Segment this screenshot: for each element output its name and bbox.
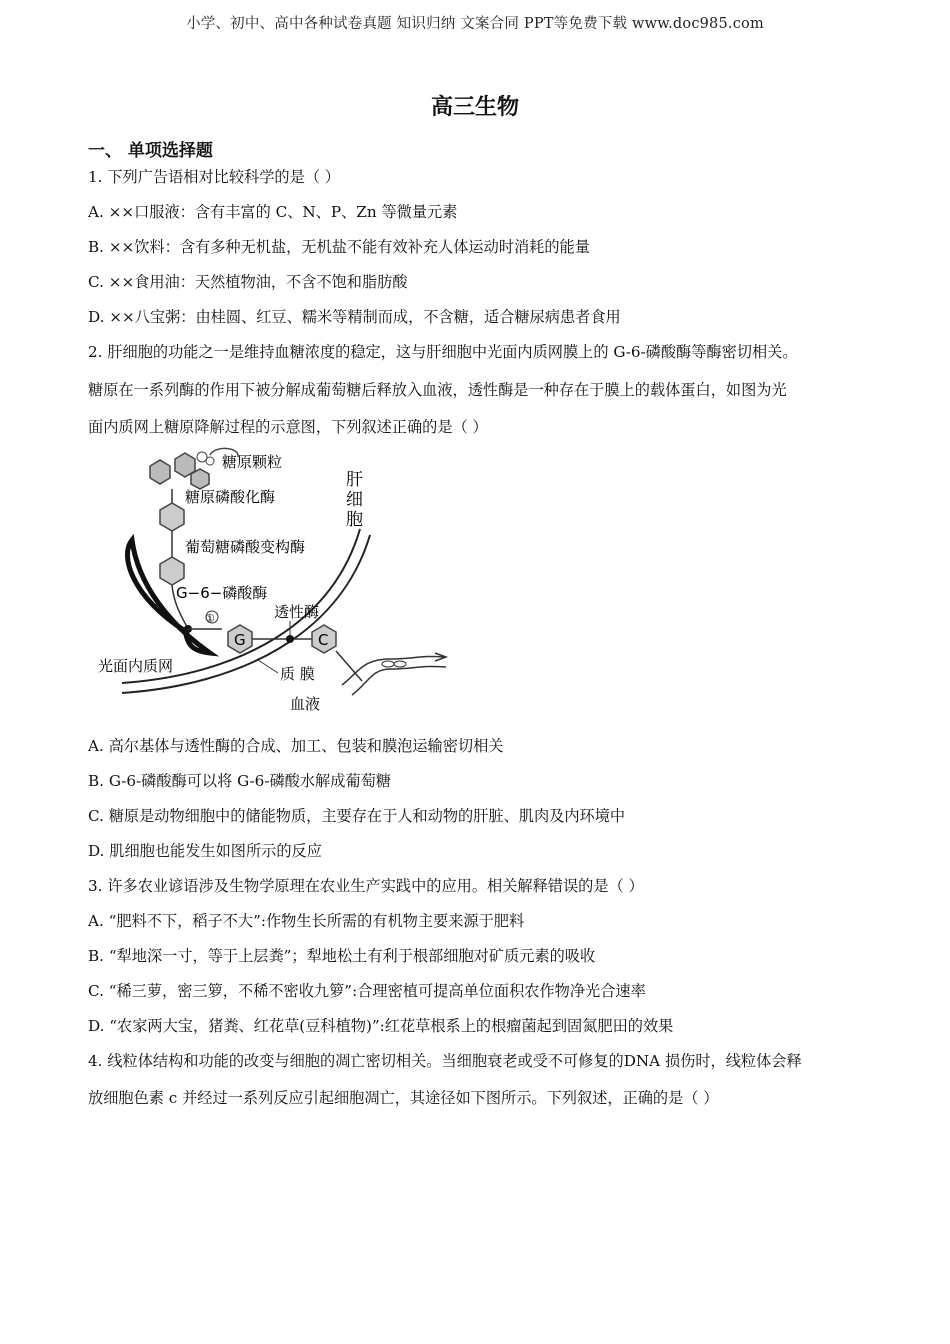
label-liver-2: 细 [346, 490, 363, 510]
q3-option-a: A. “肥料不下，稻子不大”:作物生长所需的有机物主要来源于肥料 [88, 912, 525, 930]
label-glycogen: 糖原颗粒 [222, 453, 283, 471]
label-mutase: 葡萄糖磷酸变构酶 [185, 538, 306, 556]
label-permease: 透性酶 [274, 603, 320, 621]
label-liver-1: 肝 [346, 470, 363, 490]
q1-option-d: D. ××八宝粥：由桂圆、红豆、糯米等精制而成，不含糖，适合糖尿病患者食用 [88, 308, 621, 326]
q4-stem-line-1: 4. 线粒体结构和功能的改变与细胞的凋亡密切相关。当细胞衰老或受不可修复的DNA 损伤时，线粒体会释 [88, 1052, 802, 1070]
q2-option-a: A. 高尔基体与透性酶的合成、加工、包装和膜泡运输密切相关 [88, 737, 504, 755]
q3-option-b: B. “犁地深一寸，等于上层粪”；犁地松土有利于根部细胞对矿质元素的吸收 [88, 947, 596, 965]
label-blood: 血液 [290, 695, 321, 713]
permease-marker [286, 635, 294, 643]
q2-option-d: D. 肌细胞也能发生如图所示的反应 [88, 842, 322, 860]
q2-option-c: C. 糖原是动物细胞中的储能物质，主要存在于人和动物的肝脏、肌肉及内环境中 [88, 807, 626, 825]
q2-option-b: B. G-6-磷酸酶可以将 G-6-磷酸水解成葡萄糖 [88, 772, 391, 790]
label-plasma-membrane: 质 膜 [280, 665, 315, 683]
page-title: 高三生物 [430, 94, 519, 120]
glycogen-degradation-diagram [90, 445, 460, 717]
q3-stem: 3. 许多农业谚语涉及生物学原理在农业生产实践中的应用。相关解释错误的是（ ） [88, 877, 644, 895]
section-heading: 一、 单项选择题 [88, 141, 213, 161]
label-smooth-er: 光面内质网 [98, 657, 174, 675]
page-header: 小学、初中、高中各种试卷真题 知识归纳 文案合同 PPT等免费下载 www.doc985.com [186, 16, 764, 32]
g6p-molecule-icon [160, 557, 184, 585]
q1-option-c: C. ××食用油：天然植物油，不含不饱和脂肪酸 [88, 273, 408, 291]
label-glucose: G [234, 631, 246, 649]
q1-stem: 1. 下列广告语相对比较科学的是（ ） [88, 168, 340, 186]
label-phosphorylase: 糖原磷酸化酶 [185, 488, 276, 506]
q1-option-b: B. ××饮料：含有多种无机盐，无机盐不能有效补充人体运动时消耗的能量 [88, 238, 590, 256]
label-c: C [318, 631, 329, 649]
q4-stem-line-2: 放细胞色素 c 并经过一系列反应引起细胞凋亡，其途径如下图所示。下列叙述，正确的是（ ） [88, 1089, 719, 1107]
q1-option-a: A. ××口服液：含有丰富的 C、N、P、Zn 等微量元素 [88, 203, 458, 221]
label-liver-3: 胞 [346, 510, 363, 530]
q2-stem-line-1: 2. 肝细胞的功能之一是维持血糖浓度的稳定，这与肝细胞中光面内质网膜上的 G-6-磷酸酶等酶密切相关。 [88, 343, 798, 361]
q3-option-c: C. “稀三萝，密三箩，不稀不密收九箩”:合理密植可提高单位面积农作物净光合速率 [88, 982, 646, 1000]
label-g6p-phosphatase: G−6−磷酸酶 [176, 584, 268, 602]
label-step-1: ① [205, 612, 215, 625]
q3-option-d: D. “农家两大宝，猪粪、红花草(豆科植物)”:红花草根系上的根瘤菌起到固氮肥田的效果 [88, 1017, 674, 1035]
q2-stem-line-3: 面内质网上糖原降解过程的示意图，下列叙述正确的是（ ） [88, 418, 488, 436]
q2-stem-line-2: 糖原在一系列酶的作用下被分解成葡萄糖后释放入血液，透性酶是一种存在于膜上的载体蛋白，如图为光 [88, 381, 787, 399]
g1p-molecule-icon [160, 503, 184, 531]
